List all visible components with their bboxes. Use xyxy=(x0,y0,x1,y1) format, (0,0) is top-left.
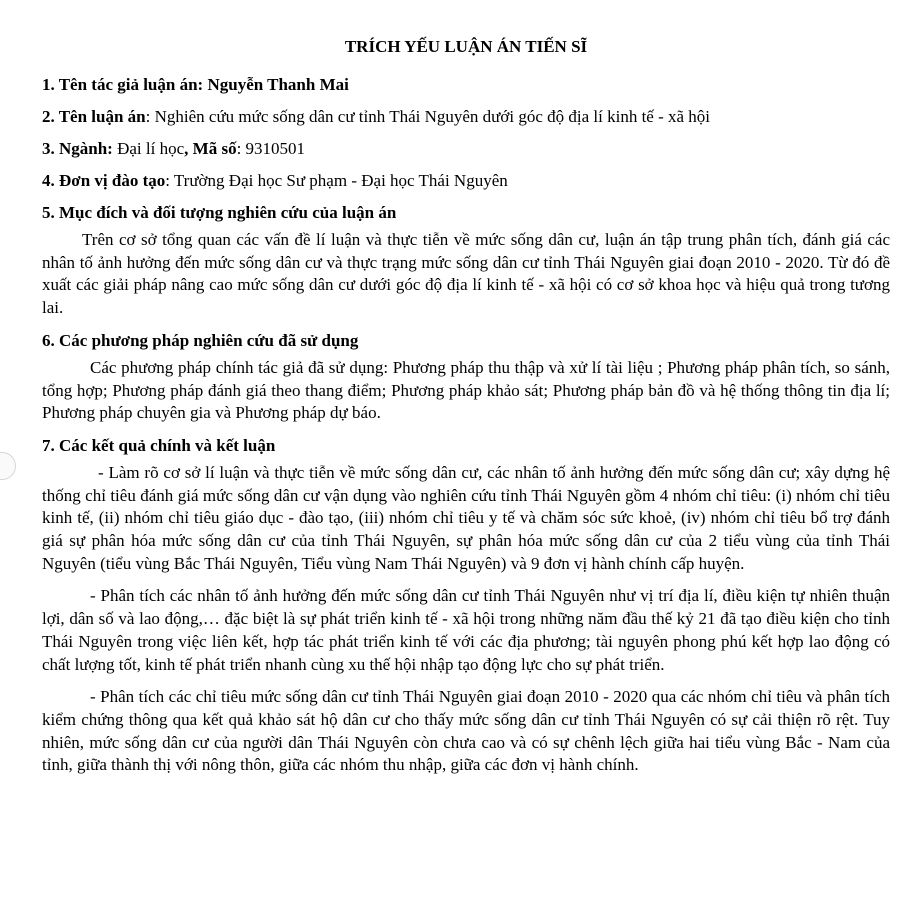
section-7-paragraph-2: - Phân tích các nhân tố ảnh hưởng đến mức sống dân cư tỉnh Thái Nguyên như vị trí địa lí, điều kiện tự nhiên thuận lợi, dân số và lao động,… đặc biệt là sự phát triển kinh tế - xã hội trong những năm đầu thế kỷ 21 đã tạo điều kiện cho tỉnh Thái Nguyên trong việc liên kết, hợp tác phát triển kinh tế với các địa phương; tài nguyên phong phú kết hợp lao động có chất lượng tốt, kinh tế phát triển nhanh cùng xu thế hội nhập tạo động lực cho sự phát triển. xyxy=(42,586,890,674)
author-field xyxy=(42,74,890,96)
institution-field xyxy=(42,170,890,192)
major-code-value: : 9310501 xyxy=(236,139,306,158)
thesis-title-label: 2. Tên luận án xyxy=(42,107,146,126)
section-5-heading: 5. Mục đích và đối tượng nghiên cứu của luận án xyxy=(42,203,397,222)
section-7-heading: 7. Các kết quả chính và kết luận xyxy=(42,435,276,455)
author-label: 1. Tên tác giả luận án: xyxy=(42,75,204,94)
thesis-title-value: : Nghiên cứu mức sống dân cư tỉnh Thái Nguyên dưới góc độ địa lí kinh tế - xã hội xyxy=(145,107,711,126)
section-6-heading: 6. Các phương pháp nghiên cứu đã sử dụng xyxy=(42,330,359,350)
major-label: 3. Ngành: xyxy=(42,139,113,158)
major-code-label: , Mã số xyxy=(184,139,237,158)
document-title: TRÍCH YẾU LUẬN ÁN TIẾN SĨ xyxy=(344,37,588,56)
institution-value: : Trường Đại học Sư phạm - Đại học Thái Nguyên xyxy=(165,171,508,190)
section-6-paragraph: Các phương pháp chính tác giả đã sử dụng: Phương pháp thu thập và xử lí tài liệu ; Phương pháp phân tích, so sánh, tổng hợp; Phương pháp đánh giá theo thang điểm; Phương pháp khảo sát; Phương pháp bản đồ và hệ thống thông tin địa lí; Phương pháp chuyên gia và Phương pháp dự báo. xyxy=(42,357,890,423)
thesis-title-field xyxy=(42,106,890,128)
document-page xyxy=(42,36,890,787)
section-7-paragraph-1: - Làm rõ cơ sở lí luận và thực tiễn về mức sống dân cư, các nhân tố ảnh hưởng đến mức sống dân cư; xây dựng hệ thống chỉ tiêu đánh giá mức sống dân cư vận dụng vào nghiên cứu tỉnh Thái Nguyên gồm 4 nhóm chỉ tiêu: (i) nhóm chỉ tiêu kinh tế, (ii) nhóm chỉ tiêu giáo dục - đào tạo, (iii) nhóm chỉ tiêu y tế và chăm sóc sức khoẻ, (iv) nhóm chỉ tiêu bổ trợ đánh giá sự phân hóa mức sống dân cư của tỉnh Thái Nguyên, sự phân hóa mức sống dân cư của 2 tiểu vùng của tỉnh Thái Nguyên (tiểu vùng Bắc Thái Nguyên, Tiểu vùng Nam Thái Nguyên) và 9 đơn vị hành chính cấp huyện. xyxy=(42,462,890,573)
section-7-paragraph-3: - Phân tích các chỉ tiêu mức sống dân cư tỉnh Thái Nguyên giai đoạn 2010 - 2020 qua các nhóm chỉ tiêu và phân tích kiểm chứng thông qua kết quả khảo sát hộ dân cư cho thấy mức sống dân cư tỉnh Thái Nguyên có sự cải thiện rõ rệt. Tuy nhiên, mức sống dân cư của người dân Thái Nguyên còn chưa cao và có sự chênh lệch giữa hai tiểu vùng Bắc - Nam của tỉnh, giữa thành thị với nông thôn, giữa các nhóm thu nhập, giữa các đơn vị hành chính. xyxy=(42,687,890,775)
major-value: Đại lí học xyxy=(112,139,185,158)
section-5-paragraph: Trên cơ sở tổng quan các vấn đề lí luận và thực tiễn về mức sống dân cư, luận án tập trung phân tích, đánh giá các nhân tố ảnh hưởng đến mức sống dân cư và thực trạng mức sống dân cư tỉnh Thái Nguyên giai đoạn 2010 - 2020. Từ đó đề xuất các giải pháp nâng cao mức sống dân cư dưới góc độ địa lí kinh tế - xã hội có cơ sở khoa học và hiệu quả trong tương lai. xyxy=(42,230,890,318)
author-name: Nguyễn Thanh Mai xyxy=(203,75,349,94)
page-margin-circle-mark xyxy=(0,452,16,480)
institution-label: 4. Đơn vị đào tạo xyxy=(42,171,166,190)
major-field xyxy=(42,138,890,160)
